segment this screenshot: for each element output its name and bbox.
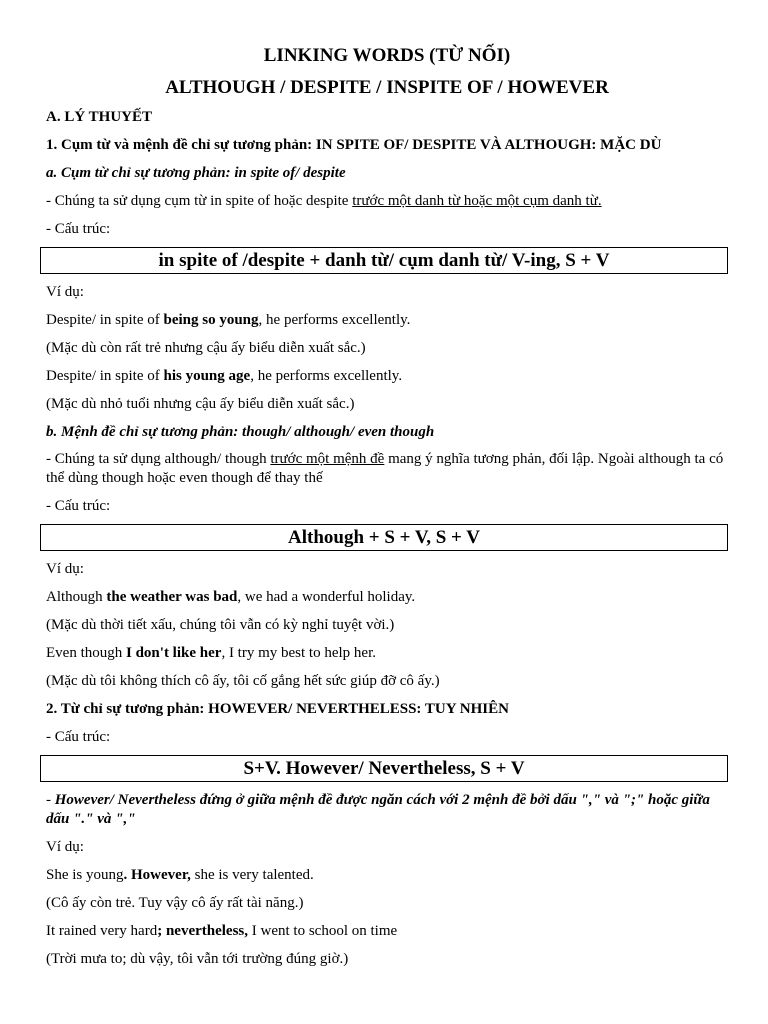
example-label-3: Ví dụ: [46, 839, 84, 855]
example-1-bold: being so young [163, 312, 259, 328]
usage-b-text: - Chúng ta sử dụng although/ though [46, 451, 271, 467]
example-2-post: , he performs excellently. [250, 368, 403, 384]
heading-b: b. Mệnh đề chỉ sự tương phản: though/ although/ even though [46, 424, 435, 440]
example-1-post: , he performs excellently. [258, 312, 411, 328]
section-a-heading: A. LÝ THUYẾT [46, 109, 152, 125]
note-text: However/ Nevertheless đứng ở giữa mệnh đề được ngăn cách với 2 mệnh đề bởi dấu "," và ";" hoặc giữa dấu "." và "," [46, 792, 710, 827]
heading-2: 2. Từ chỉ sự tương phản: HOWEVER/ NEVERTHELESS: TUY NHIÊN [46, 701, 509, 717]
example-3-pre: Although [46, 589, 107, 605]
example-5-pre: She is young [46, 867, 124, 883]
usage-a-underlined: trước một danh từ hoặc một cụm danh từ. [352, 193, 602, 209]
example-3-post: , we had a wonderful holiday. [237, 589, 416, 605]
example-1-pre: Despite/ in spite of [46, 312, 164, 328]
example-2-translation: (Mặc dù nhỏ tuổi nhưng cậu ấy biểu diễn xuất sắc.) [46, 396, 355, 412]
note-dash: - [46, 792, 55, 808]
structure-box-3: S+V. However/ Nevertheless, S + V [40, 755, 728, 782]
structure-box-1: in spite of /despite + danh từ/ cụm danh từ/ V-ing, S + V [40, 247, 728, 274]
example-3 [46, 588, 728, 607]
example-6-translation: (Trời mưa to; dù vậy, tôi vẫn tới trường đúng giờ.) [46, 951, 349, 967]
example-2-pre: Despite/ in spite of [46, 368, 164, 384]
heading-a: a. Cụm từ chỉ sự tương phản: in spite of/ despite [46, 165, 346, 181]
example-4-post: , I try my best to help her. [221, 645, 376, 661]
usage-b-underlined: trước một mệnh đề [270, 451, 385, 467]
example-6-bold: ; nevertheless, [157, 923, 249, 939]
structure-label-3: - Cấu trúc: [46, 729, 111, 745]
example-4-bold: I don't like her [126, 645, 222, 661]
example-5-translation: (Cô ấy còn trẻ. Tuy vậy cô ấy rất tài năng.) [46, 895, 304, 911]
example-2 [46, 367, 728, 386]
usage-a-text: - Chúng ta sử dụng cụm từ in spite of hoặc despite [46, 193, 353, 209]
example-4-pre: Even though [46, 645, 126, 661]
example-4-translation: (Mặc dù tôi không thích cô ấy, tôi cố gắng hết sức giúp đỡ cô ấy.) [46, 673, 440, 689]
example-3-translation: (Mặc dù thời tiết xấu, chúng tôi vẫn có kỳ nghỉ tuyệt vời.) [46, 617, 395, 633]
structure-label-2: - Cấu trúc: [46, 498, 111, 514]
page-subtitle: ALTHOUGH / DESPITE / INSPITE OF / HOWEVER [165, 77, 609, 98]
example-6-pre: It rained very hard [46, 923, 158, 939]
example-2-bold: his young age [163, 368, 251, 384]
example-6 [46, 922, 728, 941]
heading-1: 1. Cụm từ và mệnh đề chỉ sự tương phản: IN SPITE OF/ DESPITE VÀ ALTHOUGH: MẶC DÙ [46, 137, 662, 153]
usage-a [46, 192, 728, 211]
example-label-1: Ví dụ: [46, 284, 84, 300]
usage-b [46, 450, 726, 488]
example-5-bold: . However, [123, 867, 191, 883]
example-label-2: Ví dụ: [46, 561, 84, 577]
usage-b-rest: mang ý nghĩa tương phản, đối lập. Ngoài although ta có thể dùng though hoặc even though để thay thế [46, 451, 724, 486]
example-5-post: she is very talented. [190, 867, 314, 883]
example-6-post: I went to school on time [248, 923, 398, 939]
example-1 [46, 311, 728, 330]
example-3-bold: the weather was bad [106, 589, 238, 605]
note [46, 791, 726, 829]
example-1-translation: (Mặc dù còn rất trẻ nhưng cậu ấy biểu diễn xuất sắc.) [46, 340, 366, 356]
example-5 [46, 866, 728, 885]
page-title: LINKING WORDS (TỪ NỐI) [263, 45, 511, 66]
example-4 [46, 644, 728, 663]
structure-box-2: Although + S + V, S + V [40, 524, 728, 551]
structure-label-1: - Cấu trúc: [46, 221, 111, 237]
